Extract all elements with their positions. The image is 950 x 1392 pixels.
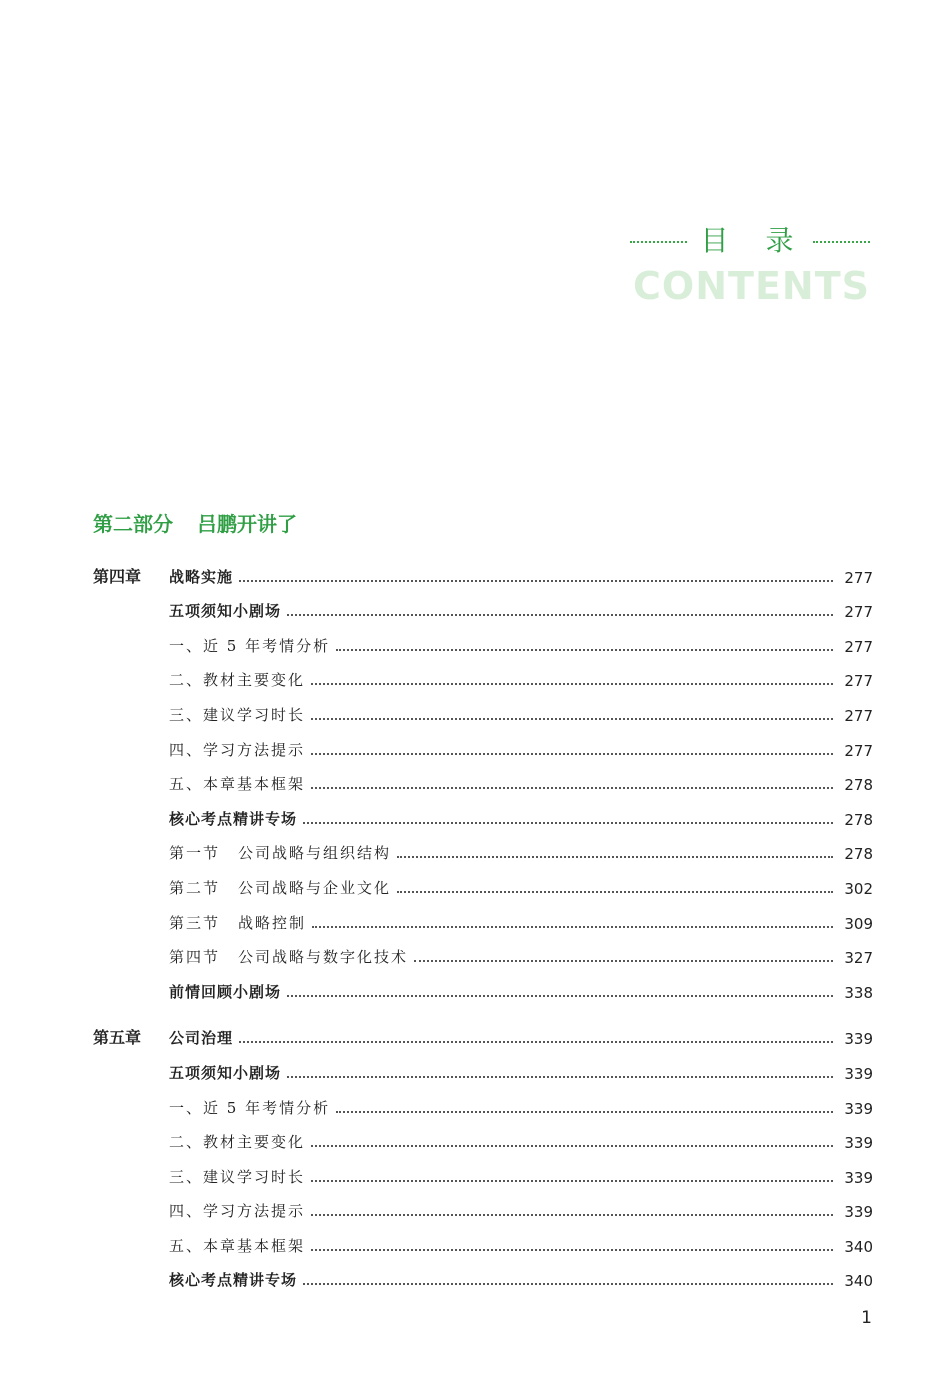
title-dotted-leader-left [630,241,687,243]
entry-label-group [169,635,336,656]
toc-entry-row[interactable] [93,898,873,933]
page-number: 1 [861,1308,872,1328]
dotted-leader [303,822,833,824]
part-number: 第二部分 [93,512,173,536]
page-ref: 277 [844,672,873,691]
toc-title-row [630,222,870,256]
toc-entry-row[interactable] [93,1187,873,1222]
entry-label-group [169,877,397,898]
page-ref: 278 [844,845,873,864]
chapter-number: 第五章 [93,1028,142,1048]
page-ref: 327 [844,949,873,968]
part-name: 吕鹏开讲了 [197,512,297,536]
entry-label: 三、建议学习时长 [169,705,306,724]
entry-label-group [169,739,311,760]
title-dotted-leader-right [813,241,870,243]
page-ref: 278 [844,776,873,795]
toc-entry-row[interactable] [93,829,873,864]
page-ref: 277 [844,741,873,760]
dotted-leader [311,1145,833,1147]
page-ref: 278 [844,810,873,829]
toc-entry-row[interactable] [93,656,873,691]
entry-label: 二、教材主要变化 [169,671,306,690]
dotted-leader [287,1076,833,1078]
entry-label: 核心考点精讲专场 [169,1271,298,1290]
dotted-leader [414,960,833,962]
page-ref: 277 [844,706,873,725]
entry-label: 五项须知小剧场 [169,602,282,621]
dotted-leader [303,1283,833,1285]
section-title: 公司战略与企业文化 [238,878,392,897]
chapter-title: 战略实施 [169,567,234,586]
entry-label-group [169,704,311,725]
part-title[interactable] [93,508,297,537]
dotted-leader [336,649,833,651]
entry-label: 一、近 5 年考情分析 [169,1098,331,1117]
page-ref: 302 [844,879,873,898]
entry-label: 第一节 [169,844,221,863]
entry-label-group [169,669,311,690]
page-ref: 339 [844,1064,873,1083]
toc-header [630,222,870,308]
entry-label-group [169,1269,303,1290]
entry-label: 五、本章基本框架 [169,1236,306,1255]
toc-entry-row[interactable] [93,1256,873,1291]
dotted-leader [311,1249,833,1251]
entry-label-group [169,946,414,967]
toc-entry-row[interactable] [93,1048,873,1083]
entry-label-group [169,1097,336,1118]
entry-label-group [169,1062,287,1083]
entry-label-group [169,842,397,863]
dotted-leader [312,926,833,928]
entry-label: 核心考点精讲专场 [169,809,298,828]
toc-entry-row[interactable] [93,725,873,760]
page-ref: 338 [844,983,873,1002]
dotted-leader [287,995,833,997]
toc-entry-row[interactable] [93,933,873,968]
entry-label: 五项须知小剧场 [169,1063,282,1082]
dotted-leader [311,753,833,755]
dotted-leader [311,1214,833,1216]
page-ref: 339 [844,1168,873,1187]
entry-label-group [169,1166,311,1187]
entry-label: 四、学习方法提示 [169,1202,306,1221]
page-ref: 339 [844,1134,873,1153]
entry-label-group [169,600,287,621]
entry-label-group [169,1235,311,1256]
toc-entry-row[interactable] [93,587,873,622]
page-ref: 309 [844,914,873,933]
entry-label-group [169,1131,311,1152]
toc-title: 目 录 [700,224,808,257]
dotted-leader [239,580,833,582]
entry-label-group [169,773,311,794]
toc-entry-row[interactable] [93,690,873,725]
page-ref: 277 [844,603,873,622]
entry-label: 一、近 5 年考情分析 [169,636,331,655]
toc-entry-row[interactable] [93,621,873,656]
entry-label: 第四节 [169,948,221,967]
chapter-number: 第四章 [93,566,142,586]
chapter-title: 公司治理 [169,1029,234,1048]
toc-entry-row[interactable] [93,967,873,1002]
toc-entry-row[interactable] [93,863,873,898]
dotted-leader [311,787,833,789]
dotted-leader [239,1041,833,1043]
entry-label-group [169,981,287,1002]
dotted-leader [311,683,833,685]
entry-label-group [169,1200,311,1221]
dotted-leader [287,614,833,616]
toc-entry-row[interactable] [93,1152,873,1187]
toc-entry-row[interactable] [93,760,873,795]
dotted-leader [336,1111,833,1113]
page-ref: 277 [844,637,873,656]
dotted-leader [311,1180,833,1182]
entry-label: 四、学习方法提示 [169,740,306,759]
entry-label: 第二节 [169,878,221,897]
entry-label: 五、本章基本框架 [169,775,306,794]
toc-list [93,552,873,1290]
entry-label-group [169,912,312,933]
toc-chapter-row[interactable] [93,1014,873,1049]
chapter-spacer [93,1002,873,1014]
toc-entry-row[interactable] [93,1221,873,1256]
page-ref: 340 [844,1272,873,1291]
page-ref: 339 [844,1030,873,1049]
page-ref: 339 [844,1099,873,1118]
section-title: 战略控制 [238,913,307,932]
section-title: 公司战略与数字化技术 [238,948,409,967]
entry-label: 前情回顾小剧场 [169,982,282,1001]
toc-entry-row[interactable] [93,1083,873,1118]
toc-chapter-row[interactable] [93,552,873,587]
page-ref: 339 [844,1203,873,1222]
toc-subtitle: CONTENTS [633,264,870,308]
page-ref: 340 [844,1237,873,1256]
dotted-leader [397,891,833,893]
entry-label: 二、教材主要变化 [169,1133,306,1152]
dotted-leader [397,856,833,858]
entry-label: 三、建议学习时长 [169,1167,306,1186]
page-ref: 277 [844,568,873,587]
section-title: 公司战略与组织结构 [238,844,392,863]
toc-entry-row[interactable] [93,794,873,829]
entry-label-group [169,808,303,829]
entry-label: 第三节 [169,913,221,932]
toc-entry-row[interactable] [93,1118,873,1153]
dotted-leader [311,718,833,720]
